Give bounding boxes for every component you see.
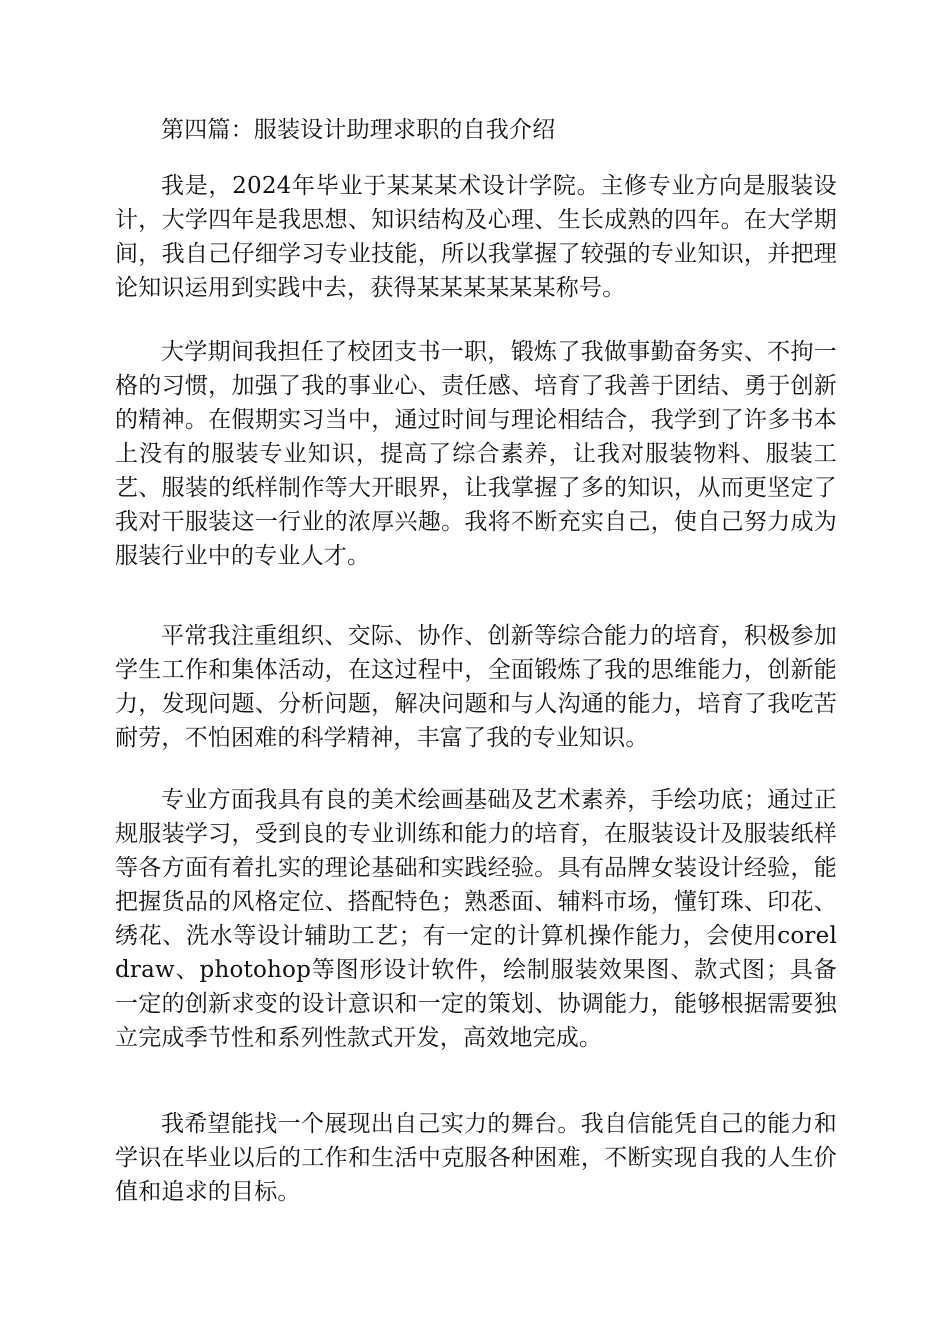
paragraph-abilities: 平常我注重组织、交际、协作、创新等综合能力的培育，积极参加学生工作和集体活动，在这过程中，全面锻炼了我的思维能力，创新能力，发现问题、分析问题，解决问题和与人沟通的能力，培育了我吃苦耐劳，不怕困难的科学精神，丰富了我的专业知识。 bbox=[115, 623, 837, 751]
paragraph-education: 我是，2024年毕业于某某某术设计学院。主修专业方向是服装设计，大学四年是我思想、知识结构及心理、生长成熟的四年。在大学期间，我自己仔细学习专业技能，所以我掌握了较强的专业知识，并把理论知识运用到实践中去，获得某某某某某某称号。 bbox=[115, 173, 837, 301]
paragraph-campus-experience: 大学期间我担任了校团支书一职，锻炼了我做事勤奋务实、不拘一格的习惯，加强了我的事业心、责任感、培育了我善于团结、勇于创新的精神。在假期实习当中，通过时间与理论相结合，我学到了许多书本上没有的服装专业知识，提高了综合素养，让我对服装物料、服装工艺、服装的纸样制作等大开眼界，让我掌握了多的知识，从而更坚定了我对干服装这一行业的浓厚兴趣。我将不断充实自己，使自己努力成为服装行业中的专业人才。 bbox=[115, 339, 837, 569]
paragraph-professional-skills: 专业方面我具有良的美术绘画基础及艺术素养，手绘功底；通过正规服装学习，受到良的专业训练和能力的培育，在服装设计及服装纸样等各方面有着扎实的理论基础和实践经验。具有品牌女装设计经验，能把握货品的风格定位、搭配特色；熟悉面、辅料市场，懂钉珠、印花、绣花、洗水等设计辅助工艺；有一定的计算机操作能力，会使用coreldraw、photohop等图形设计软件，绘制服装效果图、款式图；具备一定的创新求变的设计意识和一定的策划、协调能力，能够根据需要独立完成季节性和系列性款式开发，高效地完成。 bbox=[115, 787, 837, 1051]
document-title: 第四篇：服装设计助理求职的自我介绍 bbox=[161, 117, 556, 143]
paragraph-aspiration: 我希望能找一个展现出自己实力的舞台。我自信能凭自己的能力和学识在毕业以后的工作和生活中克服各种困难，不断实现自我的人生价值和追求的目标。 bbox=[115, 1111, 837, 1205]
